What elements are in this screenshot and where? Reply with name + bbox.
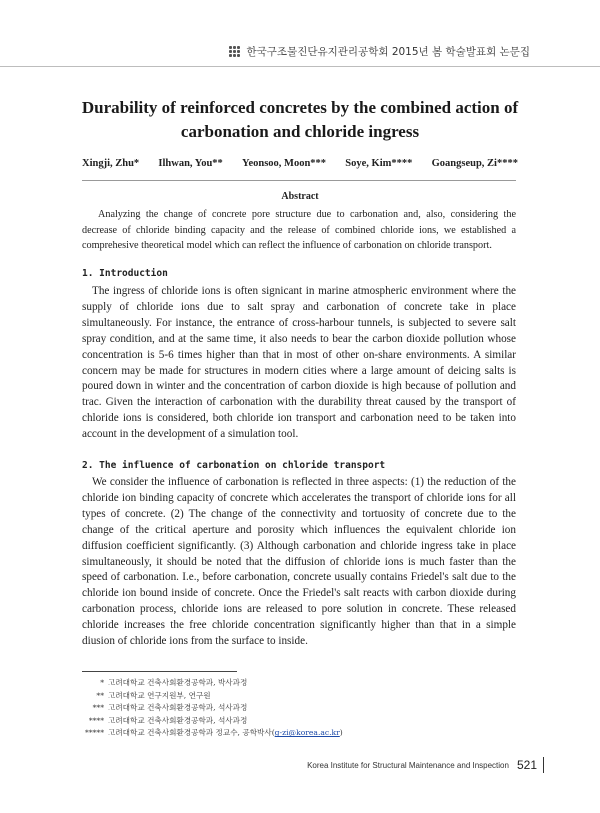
- footnote-text: 고려대학교 건축사회환경공학과, 석사과정: [108, 715, 248, 725]
- footnote-affiliation: 고려대학교 건축사회환경공학과 정교수, 공학박사(: [108, 728, 275, 738]
- footnote-mark: **: [96, 690, 104, 700]
- journal-name: 한국구조물진단유지관리공학회 2015년 봄 학술발표회 논문집: [246, 46, 530, 58]
- footnote-mark: *: [100, 678, 104, 687]
- footnote-close-paren: ): [339, 728, 343, 738]
- footnotes: [82, 677, 382, 740]
- footnote: [82, 702, 382, 715]
- footnote-text: 고려대학교 건축사회환경공학과, 석사과정: [108, 703, 248, 713]
- header-divider: [0, 66, 600, 67]
- journal-header: [229, 44, 530, 59]
- section-text-introduction: The ingress of chloride ions is often signicant in marine atmospheric environment where the supply of chloride ions due to salt spray and carbonation of concrete take in place simultaneously. For instance, the entrance of cross-harbour tunnels, is subjected to severe salt spray condition, and at the same time, it also needs to bear the carbon dioxide pollution whose concentration is 5-6 times higher than that in most of other on-share environments. A similar concern may be made for structures in modern cities where a large amount of deicing salts is poured down in winter and the concentration of carbon dioxide is high because of pollution and trac. Given the interaction of carbonation with the durability threat caused by the transport of chloride ions is considered, both chloride ion transport and carbonation need to be taken into account in the development of a simulation tool.: [82, 285, 516, 441]
- footer-institute: Korea Institute for Structural Maintenance and Inspection: [307, 760, 509, 770]
- paper-title: Durability of reinforced concretes by the combined action of carbonation and chloride ingress: [81, 98, 519, 141]
- footnote-divider: [82, 671, 237, 672]
- author: Soye, Kim****: [345, 158, 413, 169]
- footnote: [82, 677, 382, 690]
- section-heading-carbonation: 2. The influence of carbonation on chloride transport: [82, 460, 386, 471]
- author: Ilhwan, You**: [158, 158, 223, 169]
- author: Xingji, Zhu*: [82, 158, 140, 169]
- section-text-carbonation: We consider the influence of carbonation is reflected in three aspects: (1) the reduction of the chloride ion binding capacity of concrete which accelerates the transport of chloride ions for all types of concrete. (2) The change of the connectivity and tortuosity of concrete due to the change of the critical aperture and porosity which influences the equivalent chloride ion diffusion coefficient significantly. (3) Although carbonation and chloride ingress take in place simultaneously, it should be noted that the diffusion of chloride ions is much faster than the speed of carbonation. I.e., before carbonation, concrete usually contains Friedel's salt due to the chloride ion bound inside of concrete. Once the Friedel's salt reacts with carbon dioxide during carbonation process, chloride ions are released to pore solution in concrete. These released chloride increases the free chloride concentration significantly higher than that in a simple diusion of chloride ions from the surface to inside.: [82, 476, 516, 648]
- footnote-text: 고려대학교 건축사회환경공학과, 박사과정: [108, 678, 248, 687]
- email-link[interactable]: g-zi@korea.ac.kr: [274, 728, 340, 738]
- footnote: [82, 715, 382, 728]
- abstract-text: Analyzing the change of concrete pore structure due to carbonation and, also, considering the decrease of chloride binding capacity and the release of combined chloride ions, we established a comprehesive theoretical model which can reflect the influence of carbonation on chloride transport.: [82, 209, 516, 251]
- footnote-mark: ****: [88, 715, 104, 725]
- footnote-text: [108, 727, 343, 740]
- author: Yeonsoo, Moon***: [242, 158, 327, 169]
- author: Goangseup, Zi****: [431, 158, 518, 169]
- author-list: [82, 158, 518, 169]
- page-footer: [307, 757, 544, 773]
- abstract-heading: Abstract: [281, 191, 319, 202]
- footer-bar: [543, 757, 544, 773]
- section-heading-introduction: 1. Introduction: [82, 268, 168, 279]
- footnote-text: 고려대학교 연구지원부, 연구원: [108, 690, 211, 700]
- footnote: [82, 690, 382, 703]
- footnote-mark: *****: [85, 728, 104, 738]
- page-number: 521: [516, 758, 537, 772]
- footnote: [82, 727, 382, 740]
- author-divider: [82, 180, 516, 181]
- society-logo-icon: [229, 46, 241, 58]
- footnote-mark: ***: [92, 703, 104, 713]
